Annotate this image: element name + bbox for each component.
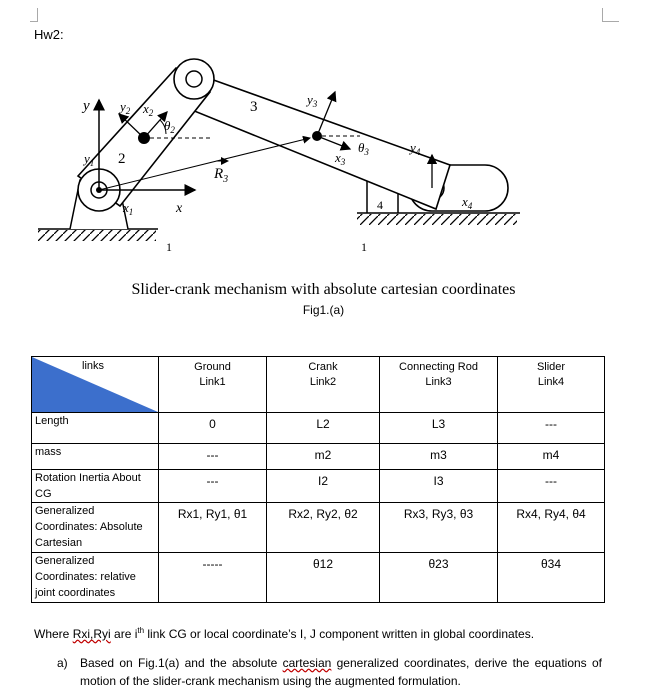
label-x4: $x_4$ [462,194,473,211]
table-cell: Rx2, Ry2, θ2 [267,503,380,553]
header-crank: Crank Link2 [267,357,380,413]
header-ground: Ground Link1 [159,357,267,413]
label-y4: $y_4$ [410,140,421,157]
header-connecting-rod: Connecting Rod Link3 [380,357,498,413]
table-cell: I2 [267,470,380,503]
table-cell: 0 [159,413,267,444]
figure-number: Fig1.(a) [302,303,345,317]
label-link-2: 2 [118,151,126,167]
label-ground-right: 1 [361,240,367,254]
label-x3: $x_3$ [335,150,346,167]
table-cell: --- [498,413,605,444]
corner-label: links [82,360,105,372]
homework-heading: Hw2: [34,27,64,42]
row-label: Generalized Coordinates: relative joint coordinates [32,553,159,603]
question-a [57,654,602,690]
table-row [32,413,605,444]
table-cell: m4 [498,444,605,470]
question-text: Based on Fig.1(a) and the absolute cartesian generalized coordinates, derive the equations of motion of the slider-crank mechanism using the augmented formulation. [80,656,602,688]
label-ground-left: 1 [166,240,172,254]
note-wavy-term: Rxi,Ryi [72,627,111,641]
label-x1: $x_1$ [123,200,134,217]
label-y: y [83,98,90,114]
coordinate-note: Where Rxi,Ryi are $i^{th}$ link CG or local coordinate’s I, J component written in global coordinates. [34,626,535,641]
table-cell: L2 [267,413,380,444]
table-header-row [32,357,605,413]
label-x: x [176,201,183,216]
table-cell: --- [159,470,267,503]
question-marker: a) [57,656,68,670]
label-theta2: $\theta_2$ [164,118,175,135]
table-cell: θ23 [380,553,498,603]
table-row [32,553,605,603]
label-x2: $x_2$ [143,101,154,118]
slider-crank-figure [0,0,647,280]
label-y1: $y_1$ [84,151,95,168]
table-cell: θ34 [498,553,605,603]
row-label: Rotation Inertia About CG [32,470,159,503]
table-cell: --- [498,470,605,503]
table-row [32,470,605,503]
label-y3: $y_3$ [307,92,318,109]
table-cell: L3 [380,413,498,444]
table-row [32,444,605,470]
table-cell: ----- [159,553,267,603]
table-corner-cell [32,357,159,413]
table-cell: m2 [267,444,380,470]
table-cell: I3 [380,470,498,503]
label-y2: $y_2$ [120,99,131,116]
label-theta3: $\theta_3$ [358,140,369,157]
table-cell: Rx3, Ry3, θ3 [380,503,498,553]
table-cell: --- [159,444,267,470]
label-r3: $R_3$ [214,166,229,185]
table-cell: m3 [380,444,498,470]
table-cell: θ12 [267,553,380,603]
row-label: mass [32,444,159,470]
label-link-4: 4 [377,198,383,212]
row-label: Length [32,413,159,444]
header-slider: Slider Link4 [498,357,605,413]
links-table [31,356,605,603]
table-cell: Rx1, Ry1, θ1 [159,503,267,553]
table-cell: Rx4, Ry4, θ4 [498,503,605,553]
figure-caption: Slider-crank mechanism with absolute cartesian coordinates [131,281,516,298]
row-label: Generalized Coordinates: Absolute Cartesian [32,503,159,553]
table-row [32,503,605,553]
label-link-3: 3 [250,99,258,115]
